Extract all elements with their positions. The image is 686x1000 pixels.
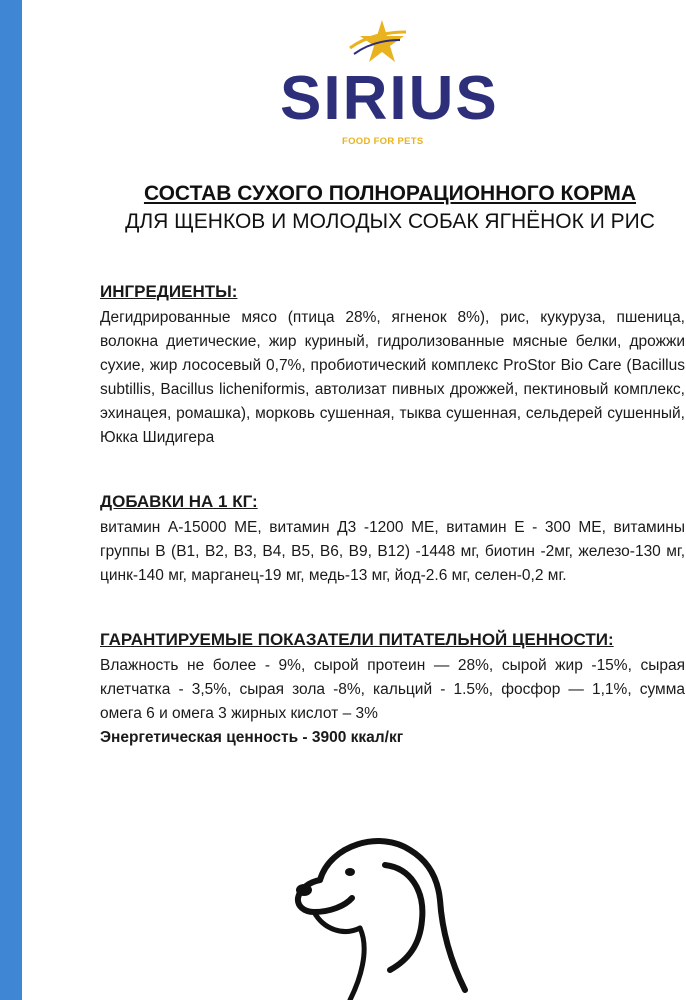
ingredients-text: Дегидрированные мясо (птица 28%, ягненок 8%), рис, кукуруза, пшеница, волокна диетические, жир куриный, гидролизованные мясные белки, дрожжи сухие, жир лососевый 0,7%, пробиотический комплекс ProStor Bio Care (Bacillus subtillis, Bacillus licheniformis, автолизат пивных дрожжей, пектиновый комплекс, эхинацея, ромашка), морковь сушенная, тыква сушенная, сельдерей сушенный, Юкка Шидигера [100, 309, 685, 446]
additives-text: витамин А-15000 МЕ, витамин Д3 -1200 МЕ, витамин Е - 300 МЕ, витамины группы В (В1, В2, В3, В4, В5, В6, В9, В12) -1448 мг, биотин -2мг, железо-130 мг, цинк-140 мг, марганец-19 мг, медь-13 мг, йод-2.6 мг, селен-0,2 мг. [100, 519, 685, 584]
guaranteed-text: Влажность не более - 9%, сырой протеин — 28%, сырой жир -15%, сырая клетчатка - 3,5%, сырая зола -8%, кальций - 1.5%, фосфор — 1,1%, сумма омега 6 и омега 3 жирных кислот – 3% [100, 657, 685, 722]
ingredients-section [100, 280, 685, 450]
additives-section [100, 490, 685, 588]
guaranteed-section [100, 628, 685, 750]
star-swoosh-icon [348, 18, 408, 70]
additives-heading: ДОБАВКИ НА 1 КГ: [100, 492, 258, 511]
brand-logo [280, 18, 510, 147]
document-title [100, 180, 680, 236]
energy-value: Энергетическая ценность - 3900 ккал/кг [100, 729, 404, 746]
title-line-1: СОСТАВ СУХОГО ПОЛНОРАЦИОННОГО КОРМА [143, 182, 637, 205]
brand-tagline: FOOD FOR PETS [342, 136, 424, 147]
guaranteed-heading: ГАРАНТИРУЕМЫЕ ПОКАЗАТЕЛИ ПИТАТЕЛЬНОЙ ЦЕННОСТИ: [100, 630, 614, 649]
ingredients-heading: ИНГРЕДИЕНТЫ: [100, 282, 238, 301]
title-line-2: ДЛЯ ЩЕНКОВ И МОЛОДЫХ СОБАК ЯГНЁНОК И РИС [125, 210, 655, 233]
side-stripe [0, 0, 22, 1000]
dog-head-icon [290, 820, 470, 1000]
brand-name: SIRIUS [280, 64, 499, 133]
